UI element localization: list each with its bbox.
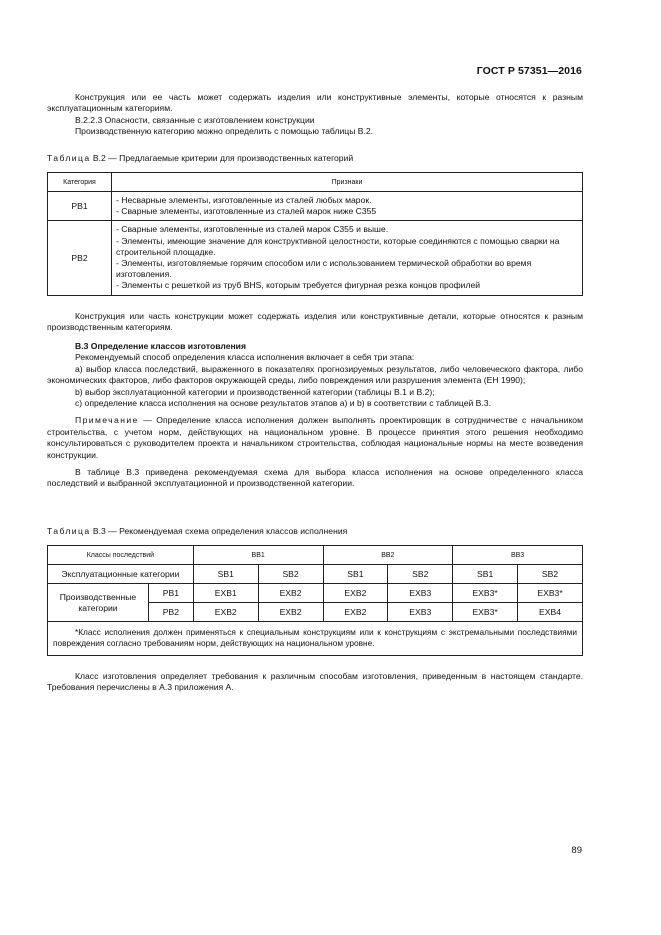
- table-b3: [47, 545, 583, 656]
- intro-paragraph-1: Конструкция или ее часть может содержать изделия или конструктивные элементы, которые относятся к разным эксплуатационным категориям.: [47, 92, 583, 114]
- closing-paragraph: Класс изготовления определяет требования к различным способам изготовления, приведенным в настоящем стандарте. Требования перечислены в А.3 приложения А.: [47, 671, 583, 693]
- sc-cell: SB2: [388, 565, 453, 584]
- note-text: — Определение класса исполнения должен выполнять проектировщик в сотрудничестве с начальником строительства, с учетом норм, действующих на национальном уровне. В процессе принятия этого решения необходимо консультироваться с руководителем проекта и начальником строительства, соблюдая национальные нормы на месте возведения конструкции.: [47, 415, 583, 460]
- feature-item: - Несварные элементы, изготовленные из сталей любых марок.: [116, 195, 372, 205]
- cc-cell: ВВ3: [453, 546, 583, 565]
- list-item-c: c) определение класса исполнения на основе результатов этапов а) и b) в соответствии с таблицей В.3.: [75, 398, 491, 409]
- feature-item: - Элементы с решеткой из труб BHS, которым требуется фигурная резка концов профилей: [116, 280, 481, 291]
- feature-item: - Элементы, изготовляемые горячим способом или с использованием термической обработки во время изготовления.: [116, 258, 532, 280]
- list-item-b: b) выбор эксплуатационной категории и производственной категории (таблицы В.1 и В.2);: [75, 386, 435, 397]
- consequence-classes-row: [48, 546, 583, 565]
- caption-word: Таблица: [47, 153, 91, 163]
- category-cell: РВ2: [48, 221, 112, 295]
- table-header-row: [48, 173, 583, 192]
- features-cell: [112, 221, 583, 295]
- category-cell: РВ1: [48, 192, 112, 221]
- table-row: [48, 221, 583, 295]
- after-b2-paragraph: Конструкция или часть конструкции может содержать изделия или конструктивные детали, которые относятся к разным производственным категориям.: [47, 311, 583, 333]
- exec-class-cell: EXB1: [193, 584, 258, 603]
- exec-class-cell: EXB3*: [518, 584, 583, 603]
- table-footnote: [48, 622, 583, 656]
- sc-cell: SB2: [258, 565, 323, 584]
- exec-class-cell: EXB2: [258, 603, 323, 622]
- exec-class-cell: EXB2: [323, 584, 388, 603]
- pc-cell: РВ1: [148, 584, 193, 603]
- exec-class-cell: EXB2: [323, 603, 388, 622]
- intro-block: [47, 92, 583, 138]
- table-row: [48, 584, 583, 603]
- section-last-paragraph: В таблице В.3 приведена рекомендуемая схема для выбора класса исполнения на основе определенного класса последствий и выбранной эксплуатационной и производственной категории.: [47, 467, 583, 489]
- table-b2: [47, 172, 583, 296]
- production-categories-label: Производственные категории: [48, 584, 149, 622]
- table-row: [48, 192, 583, 221]
- feature-item: - Сварные элементы, изготовленные из сталей марок С355 и выше.: [116, 224, 389, 235]
- sc-cell: SB1: [323, 565, 388, 584]
- exec-class-cell: EXB2: [193, 603, 258, 622]
- page-number: 89: [571, 845, 582, 856]
- exec-class-cell: EXB4: [518, 603, 583, 622]
- exec-class-cell: EXB3*: [453, 584, 518, 603]
- service-categories-row: [48, 565, 583, 584]
- caption-rest: В.3 — Рекомендуемая схема определения классов исполнения: [90, 526, 348, 536]
- sc-cell: SB1: [453, 565, 518, 584]
- feature-item: - Элементы, имеющие значение для конструктивной целостности, которые соединяются с помощью сварки на строительной площадке.: [116, 235, 560, 257]
- note-label: Примечание: [75, 415, 139, 426]
- list-item-a: а) выбор класса последствий, выраженного в показателях прогнозируемых результатов, либо человеческого фактора, либо экономических факторов, либо факторов окружающей среды, либо повреждения или разрушения элемента (ЕН 1990);: [47, 363, 583, 386]
- after-table-b2: [47, 311, 583, 334]
- standard-header: ГОСТ Р 57351—2016: [476, 65, 582, 77]
- table-b2-caption: [47, 153, 353, 163]
- section-paragraph: Рекомендуемый способ определения класса исполнения включает в себя три этапа:: [75, 352, 415, 363]
- intro-paragraph-3: Производственную категорию можно определить с помощью таблицы В.2.: [75, 126, 374, 137]
- sc-cell: SB1: [193, 565, 258, 584]
- features-cell: [112, 192, 583, 221]
- exec-class-cell: EXB3*: [453, 603, 518, 622]
- exec-class-cell: EXB3: [388, 584, 453, 603]
- caption-word: Таблица: [47, 526, 91, 536]
- sc-cell: SB2: [518, 565, 583, 584]
- consequence-classes-label: Классы последствий: [48, 546, 194, 565]
- footnote-row: [48, 622, 583, 656]
- caption-rest: В.2 — Предлагаемые критерии для производственных категорий: [90, 153, 354, 163]
- pc-cell: РВ2: [148, 603, 193, 622]
- section-b3: [47, 341, 583, 490]
- footnote-text: *Класс исполнения должен применяться к специальным конструкциям или к конструкциям с экстремальными последствиями повреждения согласно требованиям норм, действующих на национальном уровне.: [53, 627, 577, 649]
- section-heading: В.3 Определение классов изготовления: [75, 341, 246, 351]
- cc-cell: ВВ1: [193, 546, 323, 565]
- table-b3-caption: [47, 526, 347, 536]
- service-categories-label: Эксплуатационные категории: [48, 565, 194, 584]
- header-category: Категория: [48, 173, 112, 192]
- cc-cell: ВВ2: [323, 546, 453, 565]
- closing-block: [47, 671, 583, 694]
- feature-item: - Сварные элементы, изготовленные из сталей марок ниже С355: [116, 206, 377, 217]
- exec-class-cell: EXB2: [258, 584, 323, 603]
- exec-class-cell: EXB3: [388, 603, 453, 622]
- note-paragraph: [47, 415, 583, 461]
- clause-b223-heading: В.2.2.3 Опасности, связанные с изготовлением конструкции: [75, 114, 315, 125]
- header-features: Признаки: [112, 173, 583, 192]
